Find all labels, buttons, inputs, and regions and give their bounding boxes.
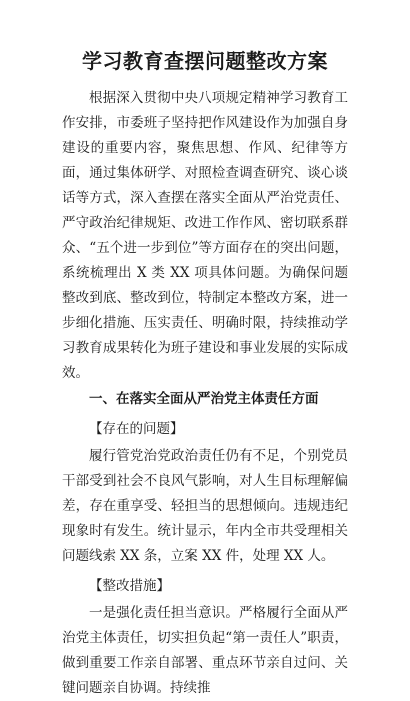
problems-paragraph: 履行管党治党政治责任仍有不足，个别党员干部受到社会不良风气影响，对人生目标理解偏差，存在重享受、轻担当的思想倾向。违规违纪现象时有发生。统计显示，年内全市共受理相关问题线索 XX 条，立案 XX 件，处理 XX 人。 <box>62 448 348 564</box>
measures-paragraph: 一是强化责任担当意识。严格履行全面从严治党主体责任，切实担负起“第一责任人”职责，做到重要工作亲自部署、重点环节亲自过问、关键问题亲自协调。持续推 <box>62 605 348 696</box>
document-title: 学习教育查摆问题整改方案 <box>82 49 328 73</box>
intro-paragraph: 根据深入贯彻中央八项规定精神学习教育工作安排，市委班子坚持把作风建设作为加强自身建设的重要内容，聚焦思想、作风、纪律等方面，通过集体研学、对照检查调查研究、谈心谈话等方式，深入查摆在落实全面从严治党责任、严守政治纪律规矩、改进工作作风、密切联系群众、“五个进一步到位”等方面存在的突出问题，系统梳理出 X 类 XX 项具体问题。为确保问题整改到底、整改到位，特制定本整改方案，进一步细化措施、压实责任、明确时限，持续推动学习教育成果转化为班子建设和事业发展的实际成效。 <box>62 90 348 381</box>
measures-label: 【整改措施】 <box>89 578 170 594</box>
problems-label: 【存在的问题】 <box>89 421 184 437</box>
section-heading: 一、在落实全面从严治党主体责任方面 <box>89 391 319 407</box>
